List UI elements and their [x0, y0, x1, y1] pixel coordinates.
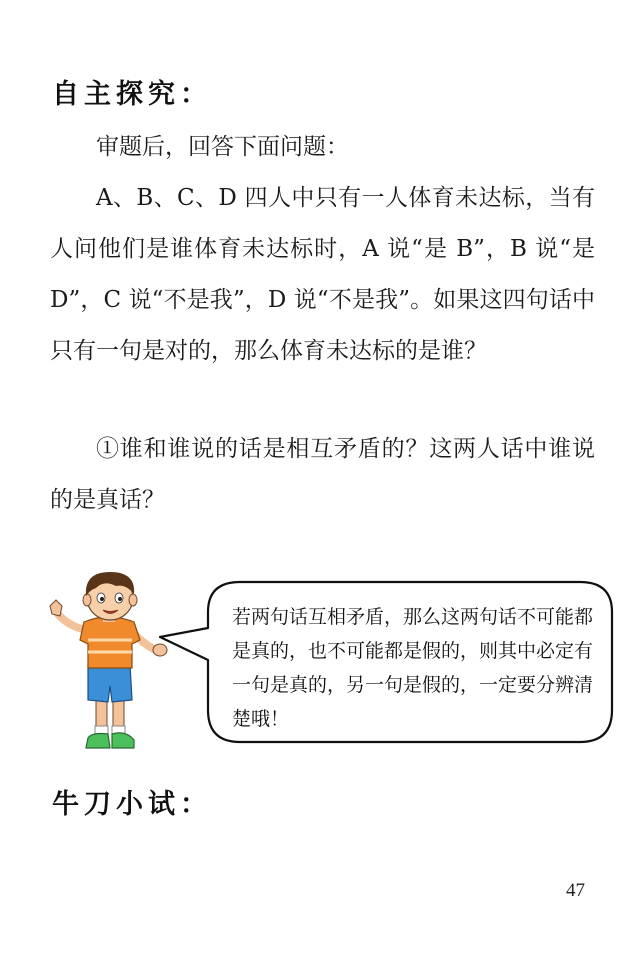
speech-bubble-text: 若两句话互相矛盾，那么这两句话不可能都是真的，也不可能都是假的，则其中必定有一句是真的，另一句是假的，一定要分辨清楚哦！: [232, 606, 594, 730]
page-number: 47: [566, 880, 585, 901]
section-heading-try: 牛刀小试：: [52, 789, 212, 820]
instruction-text: 审题后，回答下面问题：: [96, 134, 349, 160]
section-heading-explore: 自主探究：: [52, 79, 212, 110]
question-1-text: ①谁和谁说的话是相互矛盾的？这两人话中谁说的是真话？: [50, 436, 595, 513]
boy-character-illustration: [50, 572, 167, 748]
problem-text: A、B、C、D 四人中只有一人体育未达标，当有人问他们是谁体育未达标时，A 说“是 B”，B 说“是 D”，C 说“不是我”，D 说“不是我”。如果这四句话中只有一句是对的，那么体育未达标的是谁？: [50, 185, 595, 364]
